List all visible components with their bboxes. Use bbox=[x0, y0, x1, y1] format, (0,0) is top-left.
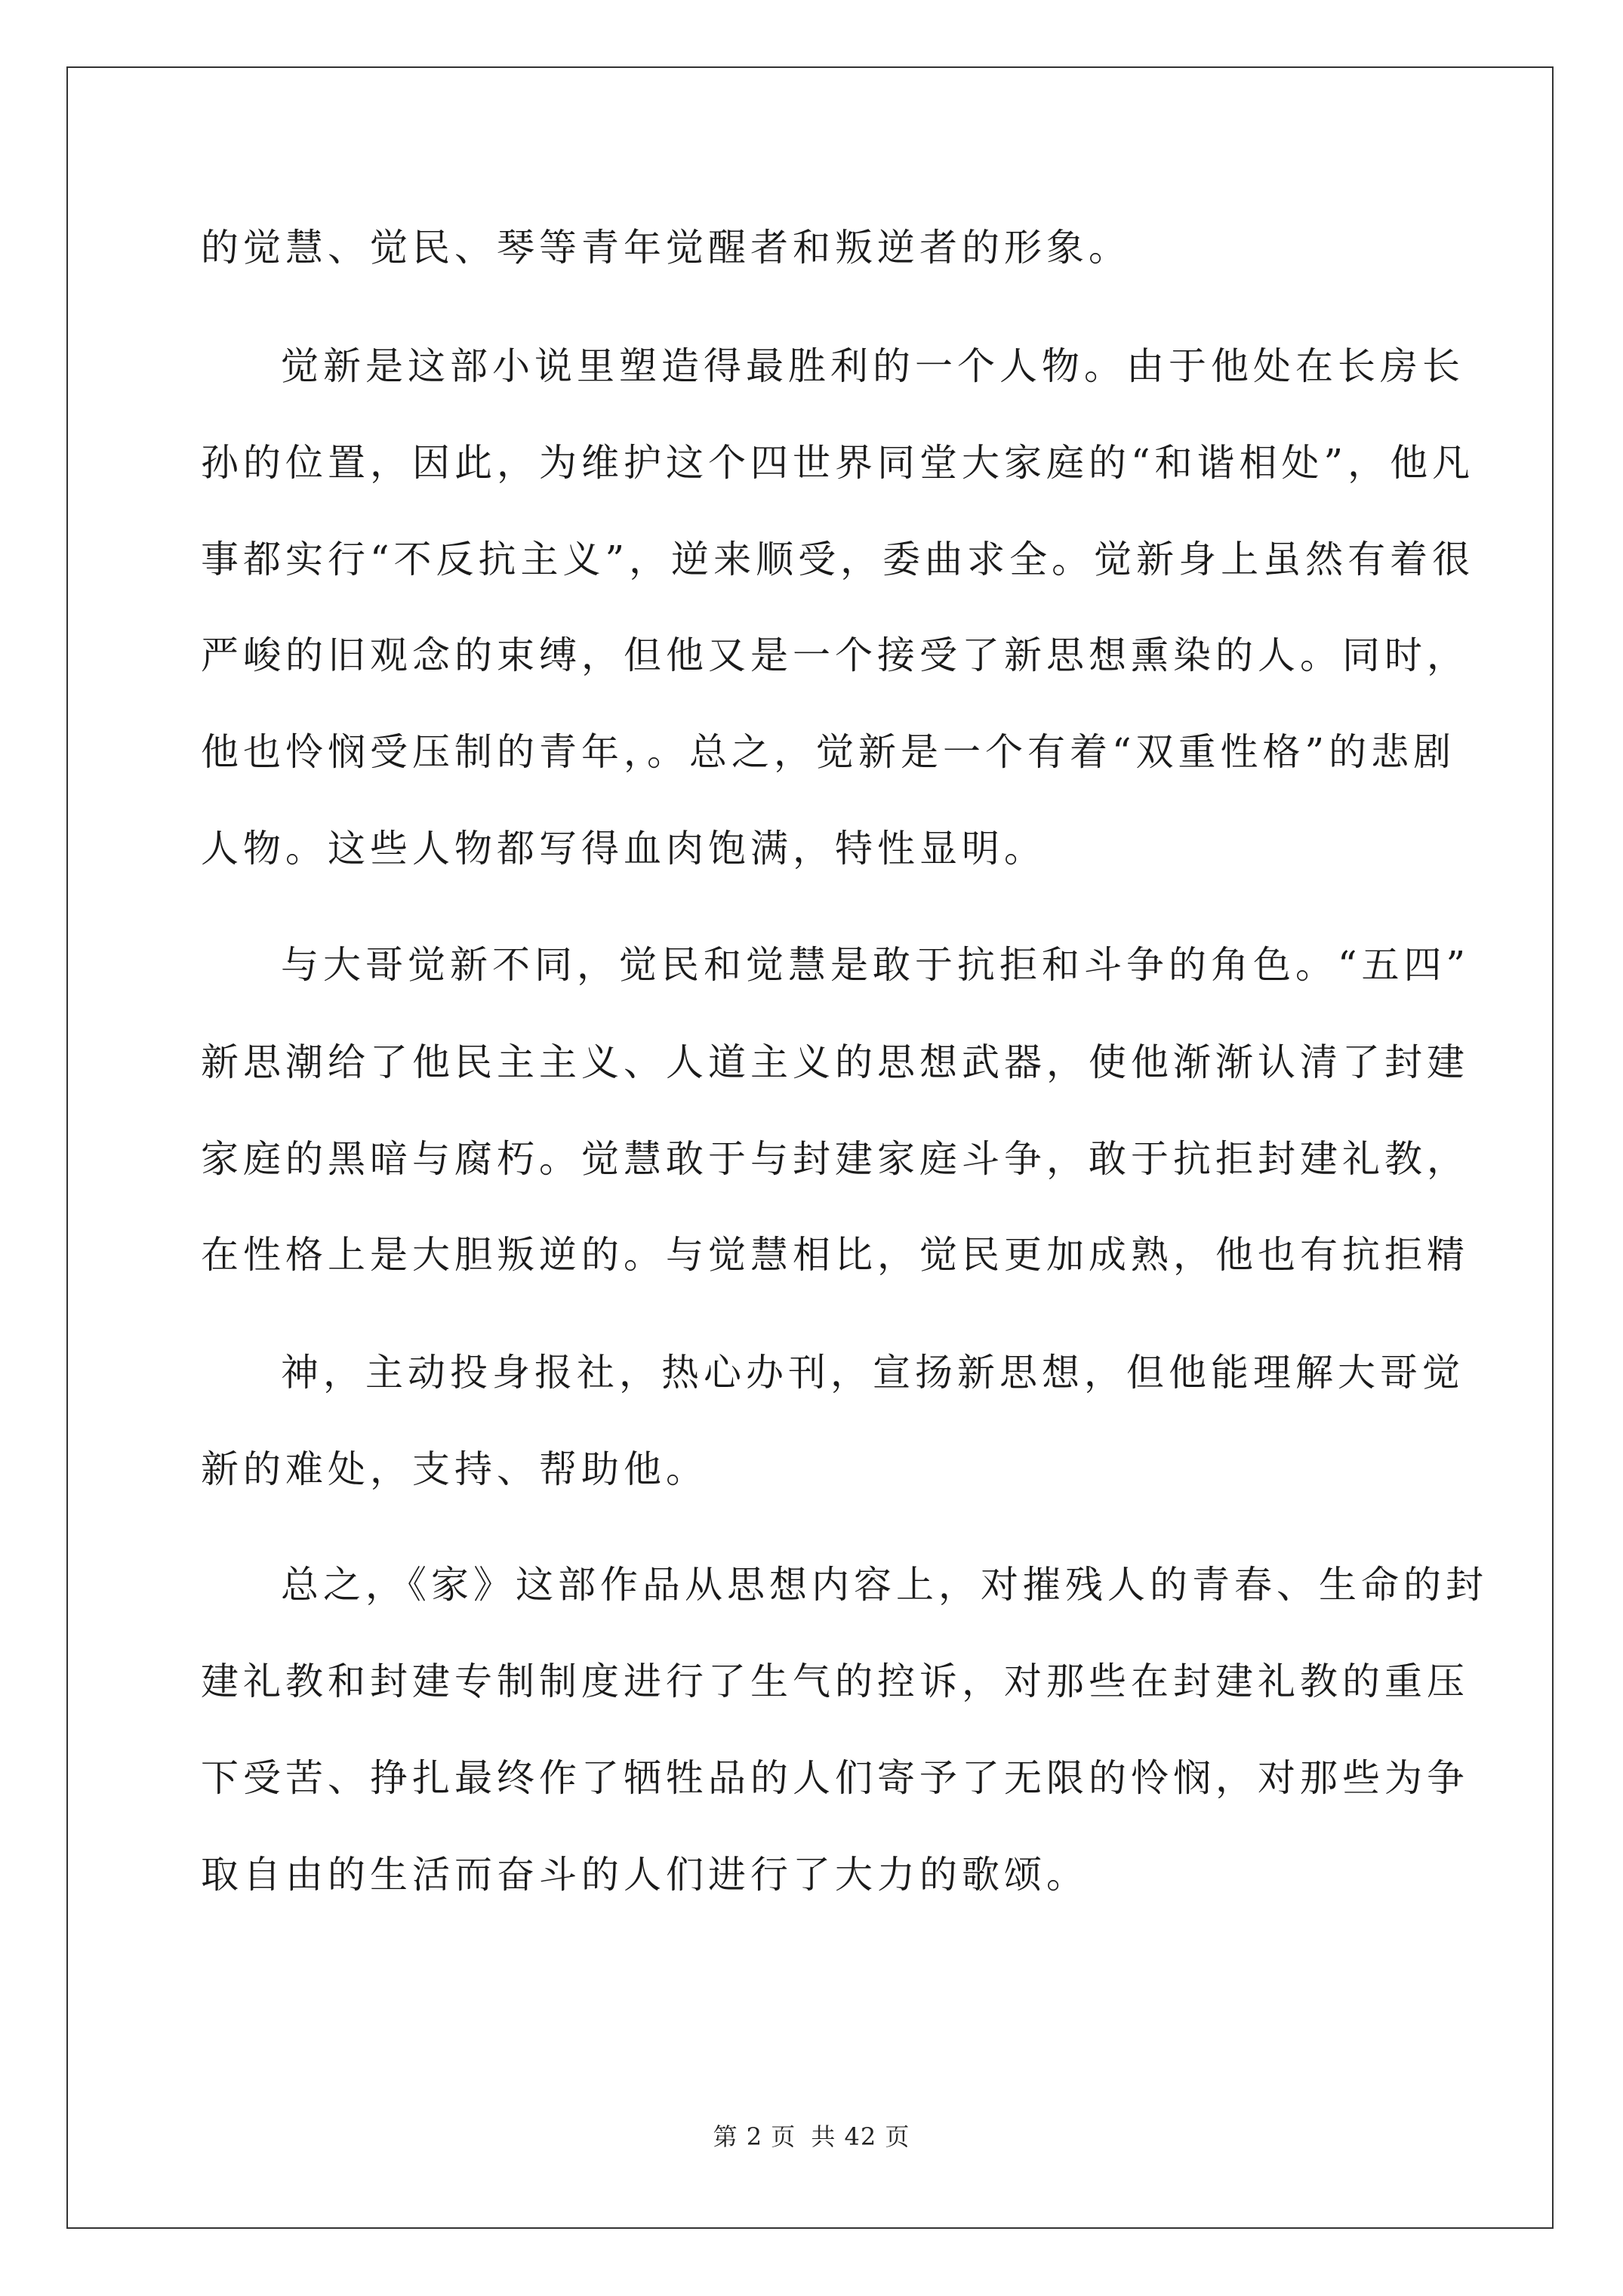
text-line: 的觉慧、觉民、琴等青年觉醒者和叛逆者的形象。 bbox=[201, 226, 1131, 270]
text-line: 总之，《家》这部作品从思想内容上，对摧残人的青春、生命的封 bbox=[281, 1563, 1488, 1607]
text-line: 建礼教和封建专制制度进行了生气的控诉，对那些在封建礼教的重压 bbox=[201, 1660, 1469, 1703]
text-line: 取自由的生活而奋斗的人们进行了大力的歌颂。 bbox=[201, 1853, 1089, 1897]
text-line: 孙的位置，因此，为维护这个四世界同堂大家庭的“和谐相处”，他凡 bbox=[201, 441, 1475, 485]
page-footer bbox=[0, 2122, 1623, 2152]
text-line: 严峻的旧观念的束缚，但他又是一个接受了新思想熏染的人。同时， bbox=[201, 633, 1469, 677]
page-total: 共 42 页 bbox=[811, 2122, 910, 2151]
text-line: 觉新是这部小说里塑造得最胜利的一个人物。由于他处在长房长 bbox=[281, 344, 1464, 388]
text-line: 在性格上是大胆叛逆的。与觉慧相比，觉民更加成熟，他也有抗拒精 bbox=[201, 1233, 1469, 1277]
text-line: 与大哥觉新不同，觉民和觉慧是敢于抗拒和斗争的角色。“五四” bbox=[281, 943, 1471, 987]
text-line: 神，主动投身报社，热心办刊，宣扬新思想，但他能理解大哥觉 bbox=[281, 1351, 1464, 1395]
page-number: 第 2 页 bbox=[713, 2122, 796, 2151]
text-line: 新思潮给了他民主主义、人道主义的思想武器，使他渐渐认清了封建 bbox=[201, 1040, 1469, 1084]
text-line: 人物。这些人物都写得血肉饱满，特性显明。 bbox=[201, 827, 1046, 871]
text-line: 家庭的黑暗与腐朽。觉慧敢于与封建家庭斗争，敢于抗拒封建礼教， bbox=[201, 1137, 1469, 1181]
text-line: 下受苦、挣扎最终作了牺牲品的人们寄予了无限的怜悯，对那些为争 bbox=[201, 1756, 1469, 1800]
text-line: 事都实行“不反抗主义”，逆来顺受，委曲求全。觉新身上虽然有着很 bbox=[201, 538, 1475, 581]
text-line: 新的难处，支持、帮助他。 bbox=[201, 1447, 708, 1491]
text-line: 他也怜悯受压制的青年，。总之，觉新是一个有着“双重性格”的悲剧 bbox=[201, 730, 1456, 774]
